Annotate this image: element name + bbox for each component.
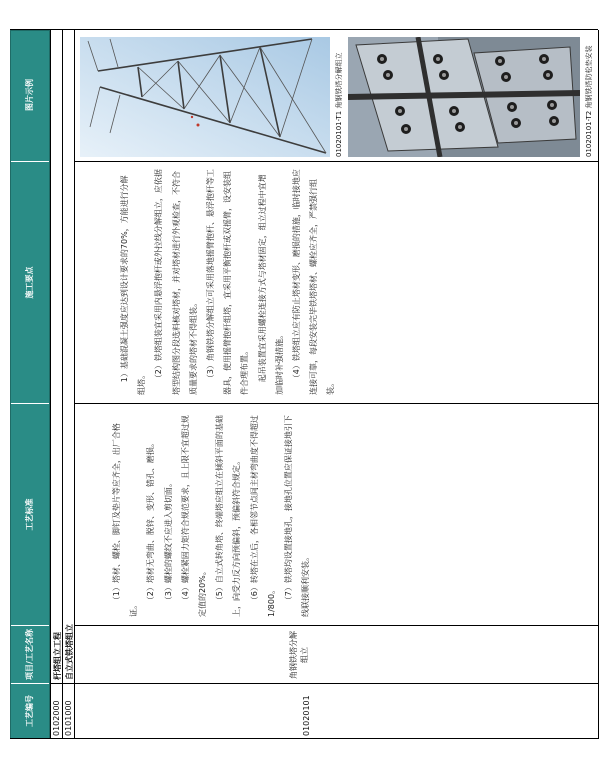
point-line: （3）角钢铁塔分解组立可采用落地摇臂抱杆、悬浮抱杆等工器具，使用摇臂抱杆组塔，宜采用平衡抱杆或双摇臂，设安装组件合理布置。 xyxy=(205,169,250,395)
points-text xyxy=(116,169,339,395)
tower-photo xyxy=(80,37,330,157)
column-divider xyxy=(74,625,598,626)
row-code: 0101000 xyxy=(64,700,73,736)
header-code: 工艺编号 xyxy=(11,683,49,738)
standard-line: （6）转塔在立后，各相邻节点间主材弯曲度不得超过1/800。 xyxy=(249,415,276,617)
point-line: 起吊装置宜采用螺栓连接方式与塔材固定，组立过程中宜增加临时补强措施。 xyxy=(257,174,284,395)
column-divider xyxy=(10,738,598,739)
point-line: （2）铁塔组装宜采用内悬浮抱杆或外拉线分解组立，应依据塔型结构图分段选料核对塔材，并对塔材进行外观检查，不符合质量要求的塔材不得组装。 xyxy=(154,169,198,395)
row-divider xyxy=(50,30,51,739)
point-line: （4）铁塔组立应有防止塔材变形、磨损的措施，临时接地应连接可靠，每段安装完毕铁塔塔材、螺栓应齐全，严禁强行组装。 xyxy=(291,169,336,395)
column-divider xyxy=(74,161,598,162)
standard-line: （2）塔材无弯曲、脱锌、变形、错孔、磨损。 xyxy=(146,439,156,605)
header-images: 图片示例 xyxy=(25,79,35,111)
standard-line: （7）铁塔均设置接地孔，接地孔位置应保证接地引下线联接顺利安装。 xyxy=(283,415,311,617)
standard-line: （5）自立式转角塔、终端塔应组立在倾斜平面的基础上，向受力反方向预偏斜，预偏斜符合规定。 xyxy=(215,415,242,617)
column-divider xyxy=(50,683,598,684)
photo-caption: 01020101-T1 角钢铁塔分解组立 xyxy=(335,52,343,157)
header-project: 项目/工艺名称 xyxy=(11,625,49,683)
item-code: 01020101 xyxy=(302,695,311,736)
row-name: 自立式铁塔组立 xyxy=(65,624,74,680)
standard-line: （3）螺栓的螺纹不应进入剪切面。 xyxy=(163,479,173,605)
column-divider xyxy=(10,29,598,30)
header-points: 施工要点 xyxy=(11,161,49,403)
standards-text xyxy=(108,411,314,617)
standard-line: （1）塔材、螺栓、脚钉及垫片等应齐全，出厂合格证。 xyxy=(112,423,139,617)
row-name: 杆塔组立工程 xyxy=(53,632,62,680)
bolt-photo xyxy=(348,37,580,157)
table-header xyxy=(10,30,50,739)
standard-line: （4）螺栓紧固力矩符合规范要求，且上限不宜超过规定值的20%。 xyxy=(180,415,207,617)
row-code: 0102000 xyxy=(52,700,61,736)
row-divider xyxy=(598,30,599,739)
column-divider xyxy=(74,403,598,404)
header-standard: 工艺标准 xyxy=(11,403,49,625)
photo-caption: 01020101-T2 角钢铁塔防松垫安装 xyxy=(585,45,593,157)
point-line: 1）基础混凝土强度应达到设计要求的70%，方能进行分解组塔。 xyxy=(120,175,147,395)
item-name: 角钢铁塔分解组立 xyxy=(289,631,310,679)
